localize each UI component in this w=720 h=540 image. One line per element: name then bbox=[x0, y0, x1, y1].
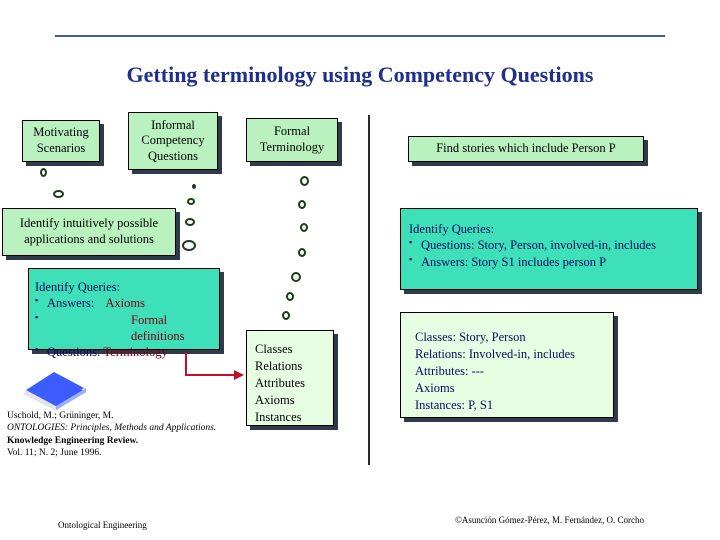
right-item-axioms: Axioms bbox=[415, 380, 455, 395]
right-item-instances: Instances: P, S1 bbox=[415, 397, 494, 412]
right-classes-box bbox=[400, 312, 614, 418]
center-classes-box bbox=[246, 330, 334, 426]
slide-title: Getting terminology using Competency Questions bbox=[126, 62, 594, 87]
motivating-scenarios-box bbox=[22, 120, 100, 162]
dot bbox=[286, 292, 294, 301]
right-queries-box bbox=[400, 208, 698, 290]
right-item-relations: Relations: Involved-in, includes bbox=[415, 346, 576, 361]
dot bbox=[282, 311, 290, 320]
right-item-attributes: Attributes: --- bbox=[415, 363, 485, 378]
left-queries-heading: Identify Queries: bbox=[35, 280, 121, 294]
formal-terminology-box bbox=[246, 118, 338, 162]
ref-authors: Uschold, M.; Grüninger, M. bbox=[7, 411, 114, 421]
questions-label: Questions: bbox=[47, 345, 101, 359]
answers-item bbox=[35, 295, 219, 311]
questions-value: Terminology bbox=[103, 345, 168, 359]
center-item-relations: Relations bbox=[255, 358, 303, 373]
reference-block bbox=[7, 410, 216, 459]
dot bbox=[291, 272, 301, 282]
answers-definitions bbox=[35, 312, 219, 345]
identify-intuitively-box bbox=[2, 208, 176, 256]
footer-left: Ontological Engineering bbox=[58, 520, 147, 530]
find-stories-box bbox=[408, 136, 644, 162]
footer-right: ©Asunción Gómez-Pérez, M. Fernández, O. Corcho bbox=[455, 515, 645, 525]
identify-intuitively-label: Identify intuitively possible applications and solutions bbox=[19, 216, 159, 246]
center-item-axioms: Axioms bbox=[255, 392, 295, 407]
red-arrow bbox=[180, 352, 250, 382]
motivating-scenarios-label: Motivating Scenarios bbox=[33, 125, 89, 155]
dot bbox=[298, 200, 306, 209]
right-questions-item: ▪ Questions: Story, Person, involved-in, includes bbox=[409, 237, 697, 253]
formal-terminology-label: Formal Terminology bbox=[259, 124, 325, 154]
center-item-instances: Instances bbox=[255, 409, 302, 424]
center-item-attributes: Attributes bbox=[255, 375, 305, 390]
find-stories-label: Find stories which include Person P bbox=[436, 141, 616, 156]
answers-label: Answers: bbox=[47, 296, 95, 311]
left-queries-box bbox=[28, 268, 220, 359]
ref-volume: Vol. 11; N. 2; June 1996. bbox=[7, 448, 102, 459]
dot bbox=[192, 184, 196, 189]
dot bbox=[298, 248, 306, 257]
center-item-classes: Classes bbox=[255, 342, 293, 356]
dot bbox=[182, 240, 196, 251]
dot bbox=[185, 218, 195, 226]
dot bbox=[40, 168, 47, 177]
right-answers-item: ▪ Answers: Story S1 includes person P bbox=[409, 254, 697, 270]
dot bbox=[300, 176, 309, 186]
top-rule bbox=[55, 35, 665, 37]
divider-line bbox=[368, 115, 370, 465]
dot bbox=[53, 190, 64, 198]
informal-questions-box bbox=[128, 112, 218, 170]
right-item-classes: Classes: Story, Person bbox=[415, 330, 526, 344]
answers-value-2: Formal definitions bbox=[131, 312, 185, 343]
book-icon bbox=[20, 368, 90, 410]
dot bbox=[187, 198, 195, 205]
ref-journal: Knowledge Engineering Review. bbox=[7, 435, 139, 446]
ref-work: ONTOLOGIES: Principles, Methods and Applications. bbox=[7, 423, 217, 434]
right-queries-heading: Identify Queries: bbox=[409, 222, 495, 236]
answers-value: Axioms bbox=[105, 296, 145, 311]
dot bbox=[300, 223, 308, 232]
informal-questions-label: Informal Competency Questions bbox=[141, 117, 205, 163]
